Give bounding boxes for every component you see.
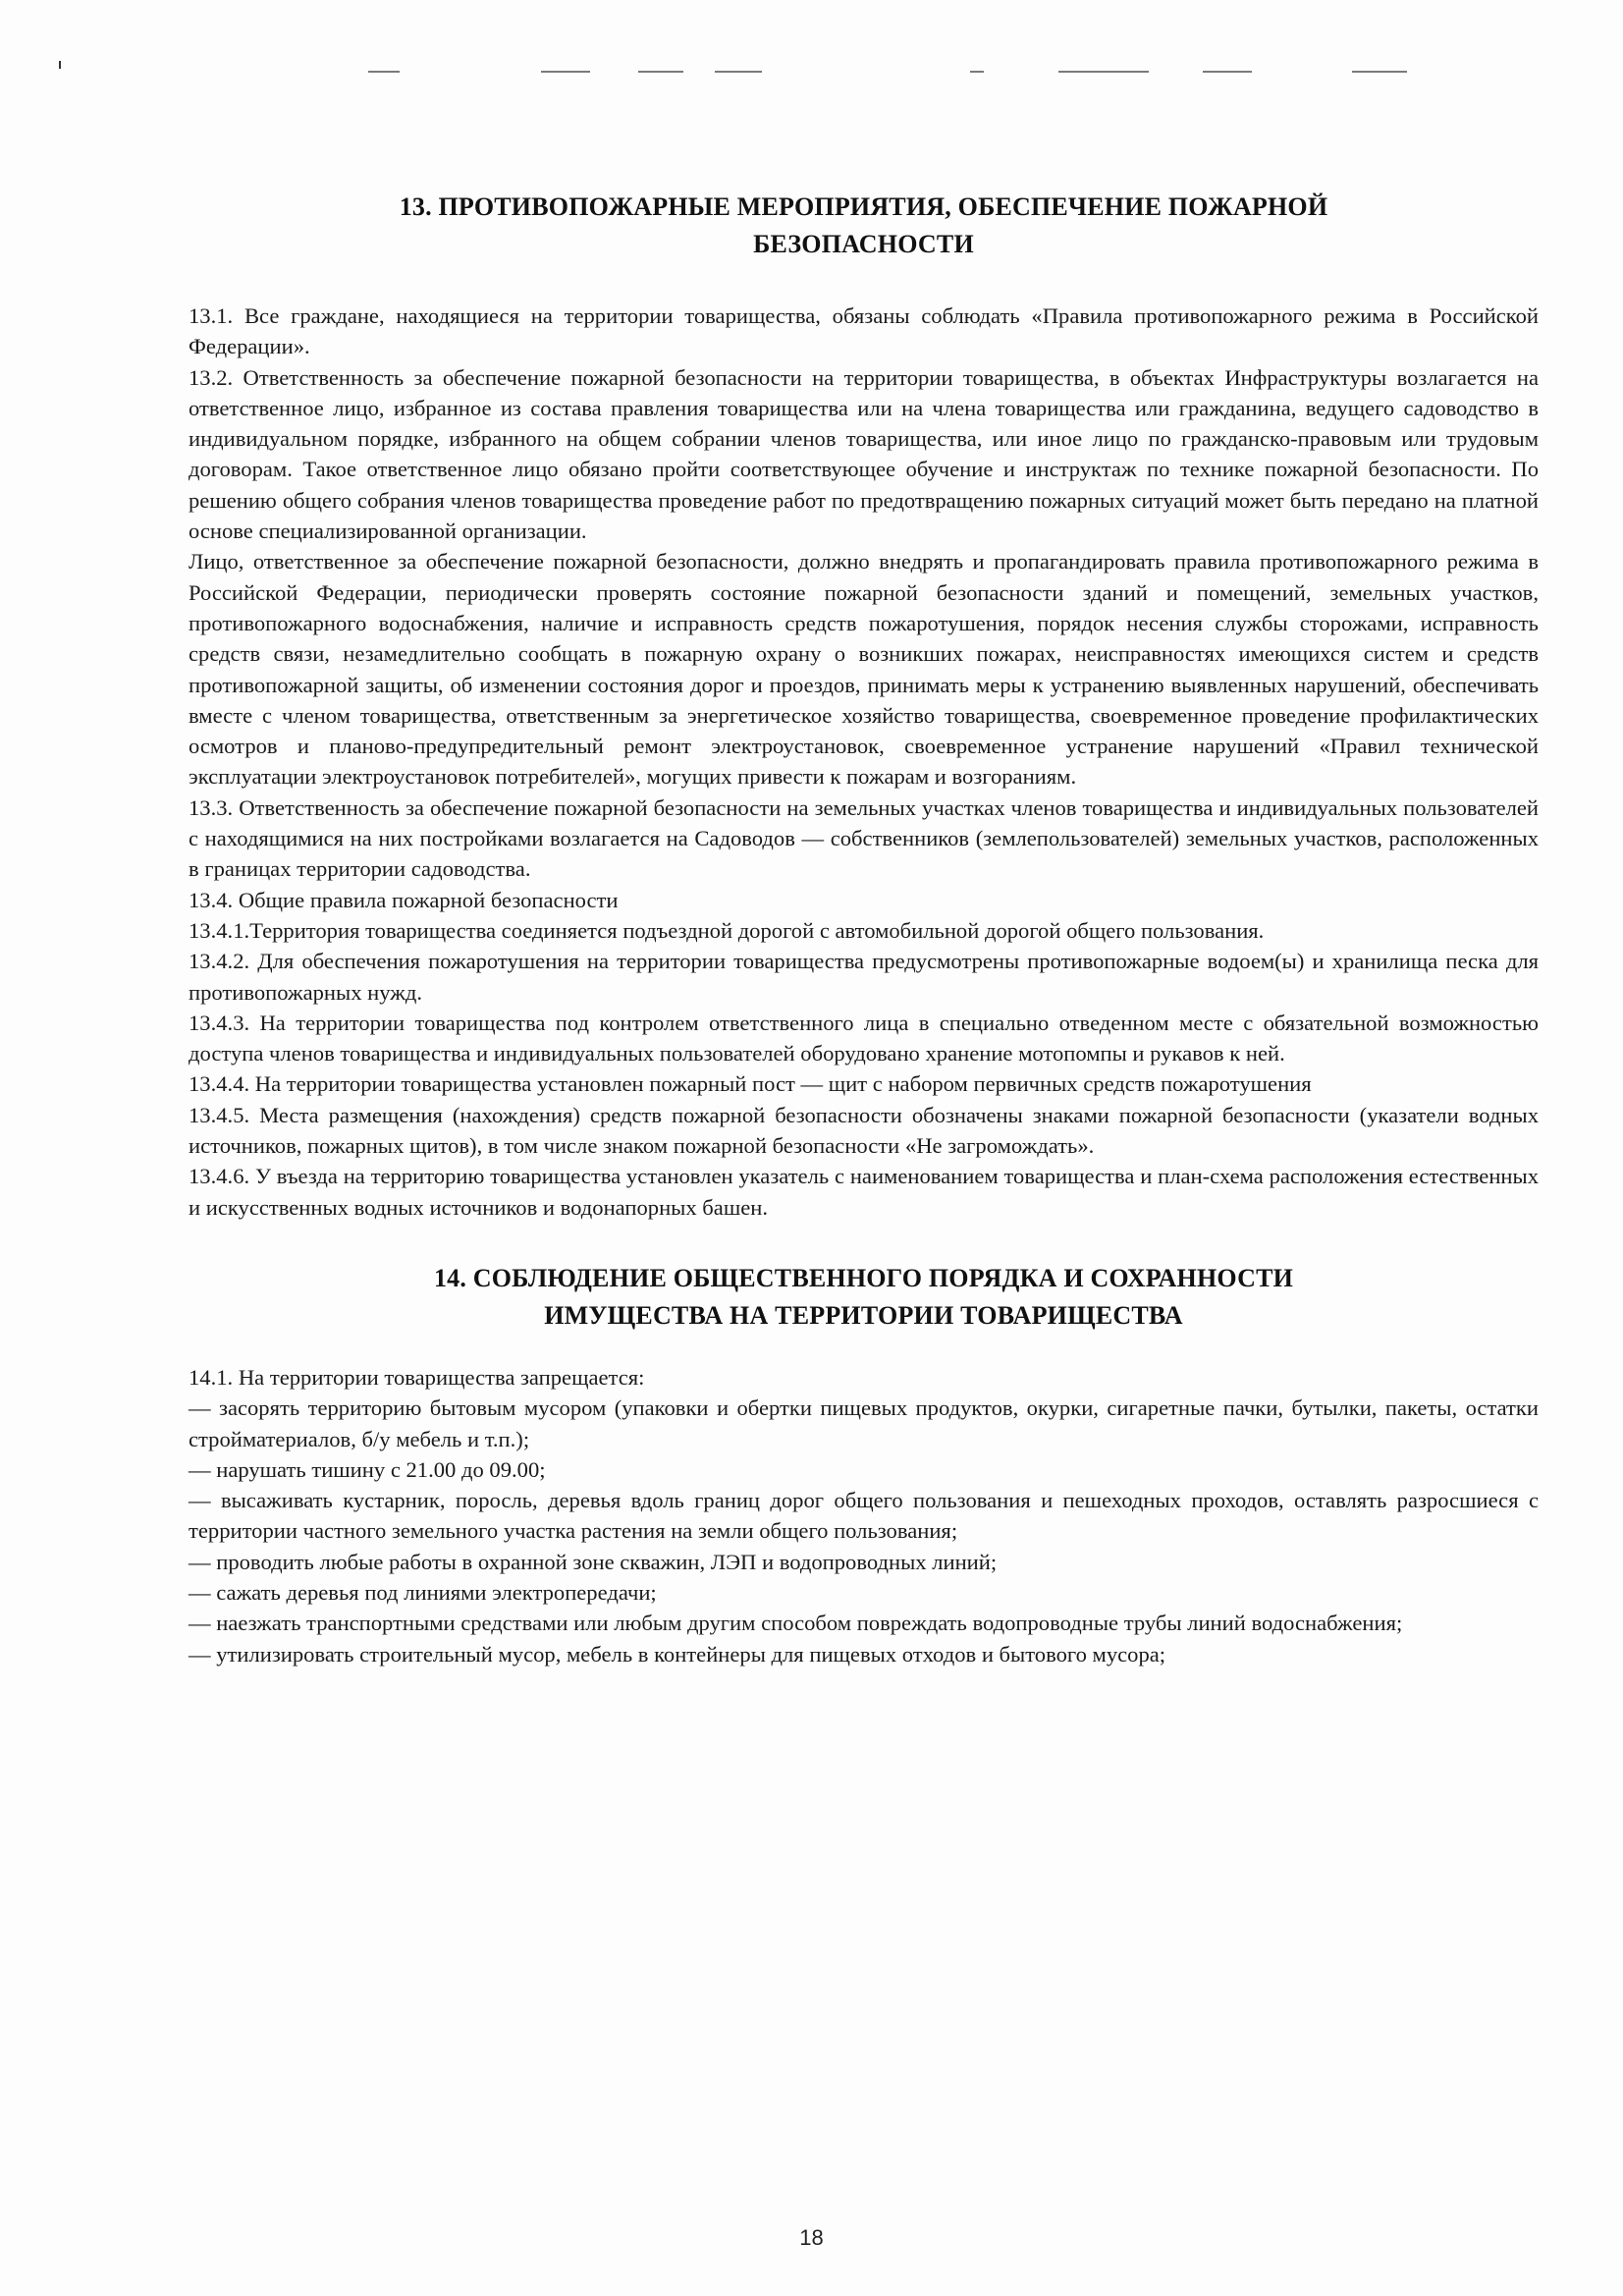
paragraph-13-3: 13.3. Ответственность за обеспечение пожарной безопасности на земельных участках членов товарищества и индивидуальных пользователей с находящимися на них постройками возлагается на Садоводов — собственников (землепользователей) земельных участков, расположенных в границах территории садоводства. — [189, 794, 1539, 882]
prohibition-item: — нарушать тишину с 21.00 до 09.00; — [189, 1456, 546, 1482]
paragraph-13-4-2: 13.4.2. Для обеспечения пожаротушения на территории товарищества предусмотрены противопожарные водоем(ы) и хранилища песка для противопожарных нужд. — [189, 949, 1539, 1005]
paragraph-13-4-5: 13.4.5. Места размещения (нахождения) средств пожарной безопасности обозначены знаками пожарной безопасности (указатели водных источников, пожарных щитов), в том числе знаком пожарной безопасности «Не загромождать». — [189, 1102, 1539, 1159]
prohibition-item: — засорять территорию бытовым мусором (упаковки и обертки пищевых продуктов, окурки, сигаретные пачки, бутылки, пакеты, остатки стройматериалов, б/у мебель и т.п.); — [189, 1395, 1539, 1451]
scan-header-dashes — [0, 71, 1623, 81]
section-13-title — [189, 189, 1539, 263]
prohibition-item: — наезжать транспортными средствами или любым другим способом повреждать водопроводные трубы линий водоснабжения; — [189, 1611, 1403, 1636]
prohibition-item: — проводить любые работы в охранной зоне скважин, ЛЭП и водопроводных линий; — [189, 1549, 998, 1574]
prohibition-item: — утилизировать строительный мусор, мебель в контейнеры для пищевых отходов и бытового мусора; — [189, 1641, 1166, 1667]
section-14-title-line-2: ИМУЩЕСТВА НА ТЕРРИТОРИИ ТОВАРИЩЕСТВА — [544, 1300, 1183, 1330]
paragraph-13-2-responsible-person: Лицо, ответственное за обеспечение пожарной безопасности, должно внедрять и пропагандировать правила противопожарного режима в Российской Федерации, периодически проверять состояние пожарной безопасности зданий и помещений, земельных участков, противопожарного водоснабжения, наличие и исправность средств пожаротушения, порядок несения службы сторожами, исправность средств связи, незамедлительно сообщать в пожарную охрану о возникших пожарах, неисправностях имеющихся систем и средств противопожарной защиты, об изменении состояния дорог и проездов, принимать меры к устранению выявленных нарушений, обеспечивать вместе с членом товарищества, ответственным за энергетическое хозяйство товарищества, своевременное проведение профилактических осмотров и планово-предупредительный ремонт электроустановок, своевременное устранение нарушений «Правил технической эксплуатации электроустановок потребителей», могущих привести к пожарам и возгораниям. — [189, 549, 1539, 790]
paragraph-13-4-1: 13.4.1.Территория товарищества соединяется подъездной дорогой с автомобильной дорогой общего пользования. — [189, 917, 1265, 943]
prohibition-item: — сажать деревья под линиями электропередачи; — [189, 1579, 657, 1605]
section-14-title-line-1: 14. СОБЛЮДЕНИЕ ОБЩЕСТВЕННОГО ПОРЯДКА И СОХРАННОСТИ — [433, 1263, 1294, 1292]
paragraph-13-1: 13.1. Все граждане, находящиеся на территории товарищества, обязаны соблюдать «Правила противопожарного режима в Российской Федерации». — [189, 303, 1539, 359]
paragraph-13-4-6: 13.4.6. У въезда на территорию товарищества установлен указатель с наименованием товарищества и план-схема расположения естественных и искусственных водных источников и водонапорных башен. — [189, 1164, 1539, 1220]
paragraph-14-1: 14.1. На территории товарищества запрещается: — [189, 1364, 645, 1390]
document-body — [189, 189, 1539, 1669]
scan-artifact-mark — [59, 61, 61, 69]
paragraph-13-4-4: 13.4.4. На территории товарищества установлен пожарный пост — щит с набором первичных средств пожаротушения — [189, 1071, 1312, 1097]
page-number: 18 — [799, 2225, 824, 2250]
section-14-title — [189, 1260, 1539, 1335]
prohibition-item: — высаживать кустарник, поросль, деревья вдоль границ дорог общего пользования и пешеходных проходов, оставлять разросшиеся с территории частного земельного участка растения на земли общего пользования; — [189, 1488, 1539, 1544]
paragraph-13-4: 13.4. Общие правила пожарной безопасности — [189, 887, 619, 912]
paragraph-13-4-3: 13.4.3. На территории товарищества под контролем ответственного лица в специально отведенном месте с обязательной возможностью доступа членов товарищества и индивидуальных пользователей оборудовано хранение мотопомпы и рукавов к ней. — [189, 1010, 1539, 1066]
section-13-title-line-2: БЕЗОПАСНОСТИ — [753, 230, 974, 258]
paragraph-13-2: 13.2. Ответственность за обеспечение пожарной безопасности на территории товарищества, в объектах Инфраструктуры возлагается на ответственное лицо, избранное из состава правления товарищества или на члена товарищества или гражданина, ведущего садоводство в индивидуальном порядке, избранного на общем собрании членов товарищества, или иное лицо по гражданско-правовым или трудовым договорам. Такое ответственное лицо обязано пройти соответствующее обучение и инструктаж по технике пожарной безопасности. По решению общего собрания членов товарищества проведение работ по предотвращению пожарных ситуаций может быть передано на платной основе специализированной организации. — [189, 364, 1539, 544]
section-13-title-line-1: 13. ПРОТИВОПОЖАРНЫЕ МЕРОПРИЯТИЯ, ОБЕСПЕЧЕНИЕ ПОЖАРНОЙ — [399, 192, 1328, 221]
